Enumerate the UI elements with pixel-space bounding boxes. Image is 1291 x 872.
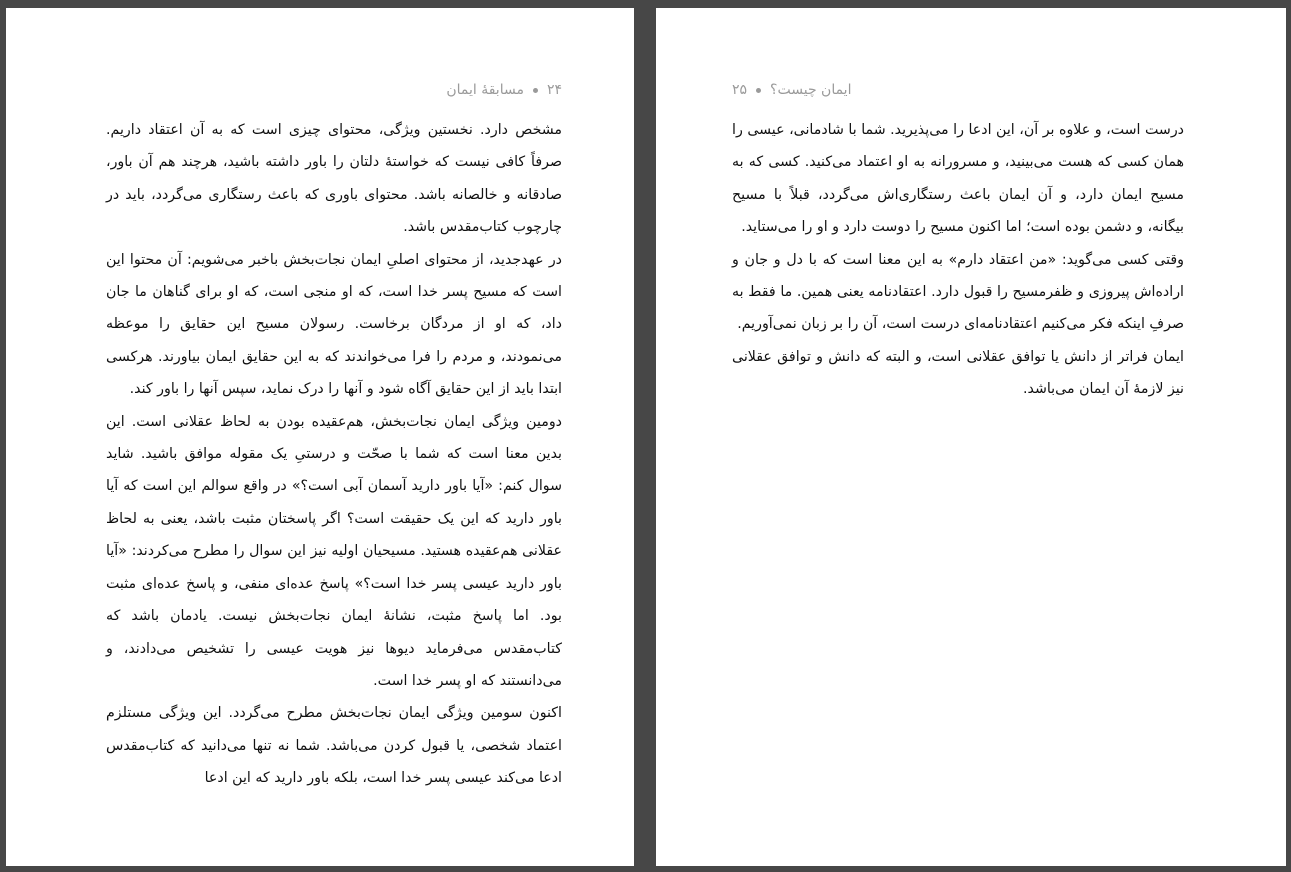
page-body-text: [732, 114, 1184, 406]
page-header: [446, 82, 562, 98]
paragraph: مشخص دارد. نخستین ویژگی، محتوای چیزی است که به آن اعتقاد داریم. صرفاً کافی نیست که خواستهٔ دلتان را باور داشته باشید، هرچند هم آن باور، صادقانه و خالصانه باشد. محتوای باوری که باعث رستگاری می‌گردد، باید در چارچوب کتاب‌مقدس باشد.: [106, 122, 562, 236]
paragraph: ایمان فراتر از دانش یا توافق عقلانی است، و البته که دانش و توافق عقلانی نیز لازمهٔ آن ایمان می‌باشد.: [732, 348, 1184, 398]
header-separator-dot: [533, 88, 538, 93]
running-title: ایمان چیست؟: [770, 82, 852, 98]
paragraph: وقتی کسی می‌گوید: «من اعتقاد دارم» به این معنا است که با دل و جان و اراده‌اش پیروزی و ظفرمسیح را قبول دارد. اعتقادنامه یعنی همین. ما فقط به صرفِ اینکه فکر می‌کنیم اعتقادنامه‌ای درست است، آن را بر زبان نمی‌آوریم.: [732, 251, 1184, 333]
paragraph: در عهدجدید، از محتوای اصلیِ ایمان نجات‌بخش باخبر می‌شویم: آن محتوا این است که مسیح پسر خدا است، که او منجی است، که او برای گناهان ما جان داد، که او از مردگان برخاست. رسولان مسیح این حقایق را موعظه می‌نمودند، و مردم را فرا می‌خواندند که به این حقایق ایمان بیاورند. هرکسی ابتدا باید از این حقایق آگاه شود و آنها را درک نماید، سپس آنها را باور کند.: [106, 251, 562, 398]
paragraph: دومین ویژگی ایمان نجات‌بخش، هم‌عقیده بودن به لحاظ عقلانی است. این بدین معنا است که شما با صحّت و درستیِ یک مقوله موافق باشید. شاید سوال کنم: «آیا باور دارید آسمان آبی است؟» در واقع سوالم این است که آیا باور دارید که این یک حقیقت است؟ اگر پاسختان مثبت باشد، یعنی به لحاظ عقلانی هم‌عقیده هستید. مسیحیان اولیه نیز این سوال را مطرح می‌کردند: «آیا باور دارید عیسی پسر خدا است؟» پاسخ عده‌ای منفی، و پاسخ عده‌ای مثبت بود. اما پاسخ مثبت، نشانهٔ ایمان نجات‌بخش نیست. یادمان باشد که کتاب‌مقدس می‌فرماید دیوها نیز هویت عیسی را تشخیص می‌دادند، و می‌دانستند که او پسر خدا است.: [106, 413, 562, 689]
page-body-text: [106, 114, 562, 795]
running-title: مسابقهٔ ایمان: [446, 82, 524, 98]
page-number: ۲۵: [732, 82, 748, 98]
paragraph: درست است، و علاوه بر آن، این ادعا را می‌پذیرید. شما با شادمانی، عیسی را همان کسی که هست می‌بینید، و مسرورانه به او اعتماد می‌کنید. کسی که به مسیح ایمان دارد، و آن ایمان باعث رستگاری‌اش می‌گردد، قبلاً با مسیح بیگانه، و دشمن بوده است؛ اما اکنون مسیح را دوست دارد و او را می‌ستاید.: [732, 122, 1184, 236]
page-header: [732, 82, 851, 98]
paragraph: اکنون سومین ویژگی ایمان نجات‌بخش مطرح می‌گردد. این ویژگی مستلزم اعتماد شخصی، یا قبول کردن می‌باشد. شما نه تنها می‌دانید که کتاب‌مقدس ادعا می‌کند عیسی پسر خدا است، بلکه باور دارید که این ادعا: [106, 705, 562, 787]
header-separator-dot: [756, 88, 761, 93]
right-page: [656, 8, 1286, 866]
page-number: ۲۴: [546, 82, 562, 98]
left-page: [6, 8, 634, 866]
